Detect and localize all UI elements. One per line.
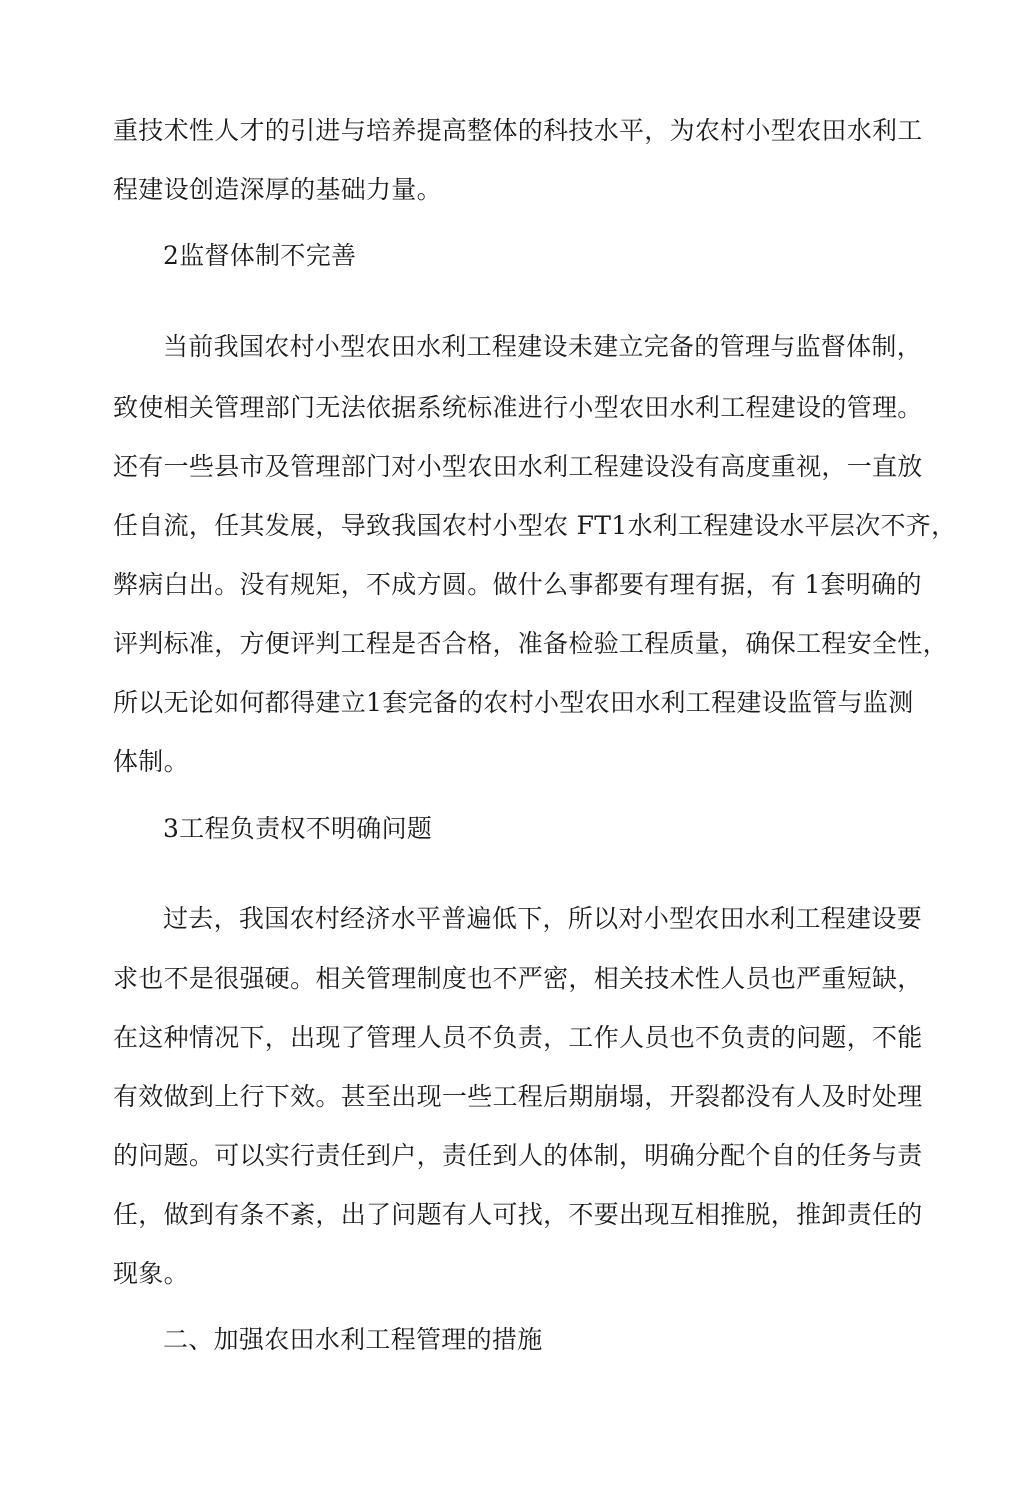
paragraph-line: 当前我国农村小型农田水利工程建设未建立完备的管理与监督体制， — [163, 332, 923, 361]
paragraph-line: 重技术性人才的引进与培养提高整体的科技水平，为农村小型农田水利工 — [113, 116, 923, 145]
paragraph-line: 求也不是很强硬。相关管理制度也不严密，相关技术性人员也严重短缺， — [113, 964, 923, 993]
paragraph-line: 体制。 — [113, 747, 189, 776]
paragraph-line: 过去，我国农村经济水平普遍低下，所以对小型农田水利工程建设要 — [163, 904, 923, 933]
paragraph-line: 的问题。可以实行责任到户，责任到人的体制，明确分配个自的任务与责 — [113, 1141, 923, 1170]
paragraph-line: 评判标准，方便评判工程是否合格，准备检验工程质量，确保工程安全性， — [113, 629, 948, 658]
paragraph-line: 致使相关管理部门无法依据系统标准进行小型农田水利工程建设的管理。 — [113, 393, 923, 422]
paragraph-line: 程建设创造深厚的基础力量。 — [113, 175, 442, 204]
paragraph-line: 现象。 — [113, 1259, 189, 1288]
paragraph-line: 有效做到上行下效。甚至出现一些工程后期崩塌，开裂都没有人及时处理 — [113, 1082, 923, 1111]
paragraph-line: 在这种情况下，出现了管理人员不负责，工作人员也不负责的问题，不能 — [113, 1023, 923, 1052]
paragraph-line: 任自流，任其发展，导致我国农村小型农 FT1水利工程建设水平层次不齐， — [113, 511, 957, 540]
section-heading: 3工程负责权不明确问题 — [163, 814, 433, 843]
section-heading: 2监督体制不完善 — [163, 241, 357, 270]
paragraph-line: 任，做到有条不紊，出了问题有人可找，不要出现互相推脱，推卸责任的 — [113, 1200, 923, 1229]
section-heading: 二、加强农田水利工程管理的措施 — [163, 1325, 543, 1354]
paragraph-line: 弊病白出。没有规矩，不成方圆。做什么事都要有理有据，有 1套明确的 — [113, 570, 922, 599]
paragraph-line: 所以无论如何都得建立1套完备的农村小型农田水利工程建设监管与监测 — [113, 688, 914, 717]
paragraph-line: 还有一些县市及管理部门对小型农田水利工程建设没有高度重视，一直放 — [113, 452, 923, 481]
